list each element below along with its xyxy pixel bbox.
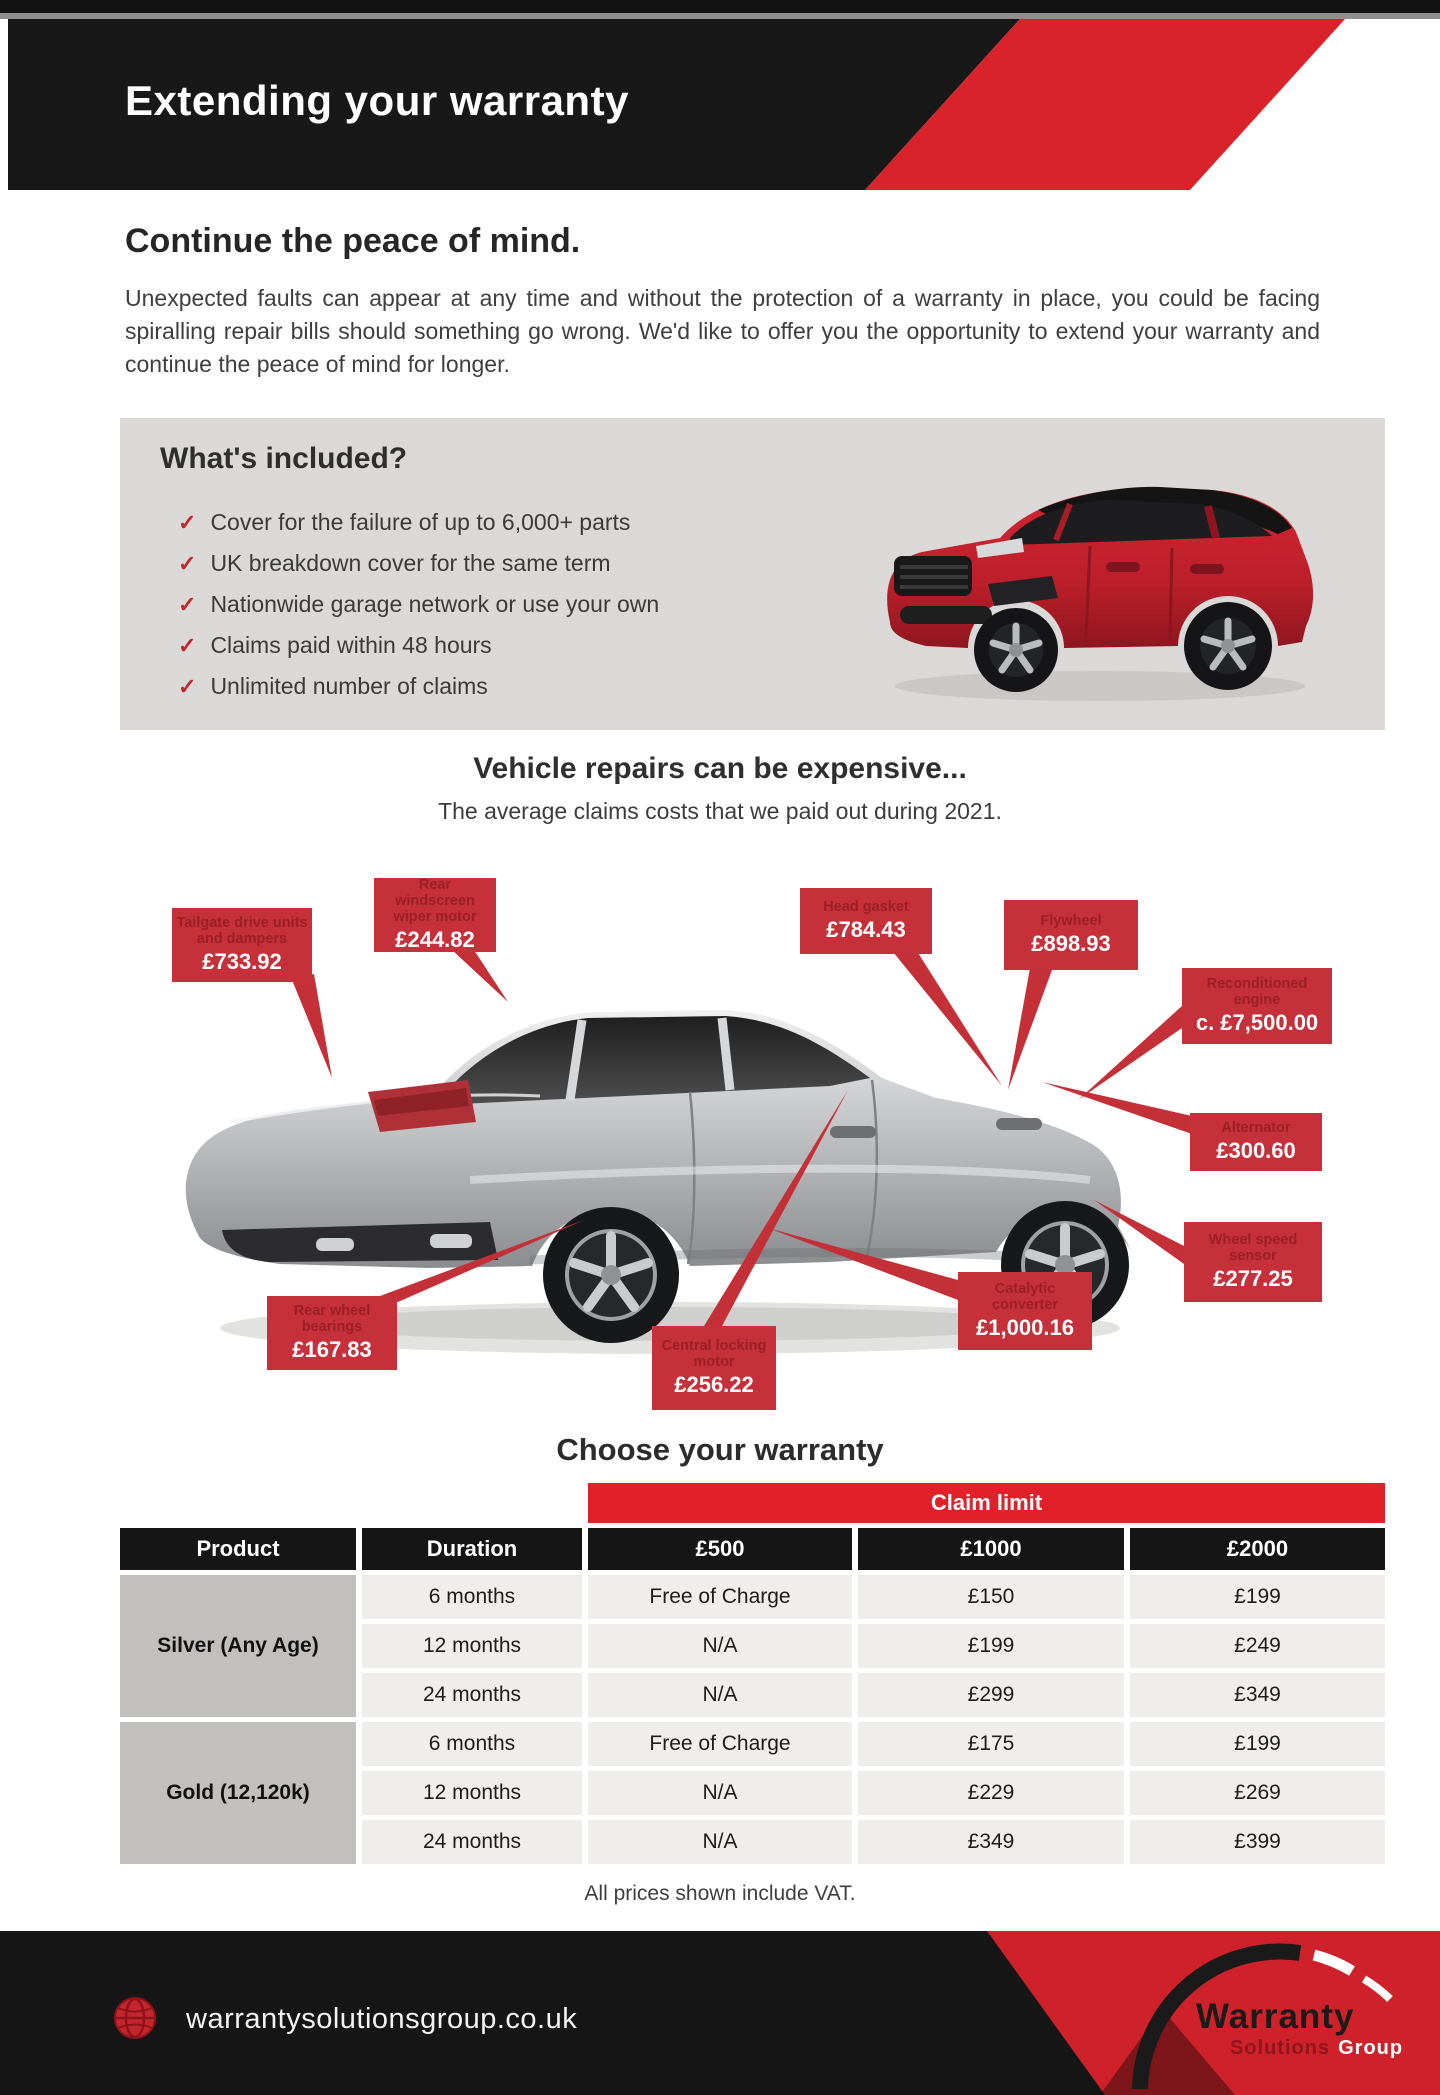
logo-solutions-word: Solutions xyxy=(1230,2037,1331,2059)
callout-rear-windscreen-wiper xyxy=(374,878,496,952)
col-header-duration: Duration xyxy=(362,1528,582,1570)
table-cell: £269 xyxy=(1130,1771,1385,1815)
callout-name: Reconditioned engine xyxy=(1206,976,1308,1008)
callout-head-gasket xyxy=(800,888,932,954)
list-item xyxy=(178,625,659,666)
callout-price: £784.43 xyxy=(826,917,906,942)
intro-heading: Continue the peace of mind. xyxy=(125,222,581,260)
table-cell: £199 xyxy=(858,1624,1124,1668)
check-icon: ✓ xyxy=(178,674,197,699)
callout-price: £300.60 xyxy=(1216,1138,1296,1163)
col-header-500: £500 xyxy=(588,1528,852,1570)
repair-costs-diagram xyxy=(0,860,1440,1420)
vat-footnote: All prices shown include VAT. xyxy=(584,1882,856,1905)
table-cell: £199 xyxy=(1130,1722,1385,1766)
list-item xyxy=(178,502,659,543)
check-icon: ✓ xyxy=(178,633,197,658)
callout-price: £733.92 xyxy=(202,949,282,974)
logo-warranty-text: Warranty xyxy=(1196,1997,1355,2036)
col-header-1000: £1000 xyxy=(858,1528,1124,1570)
table-cell: £229 xyxy=(858,1771,1124,1815)
callout-central-locking-motor xyxy=(652,1326,776,1410)
callout-price: £167.83 xyxy=(292,1337,372,1362)
table-heading: Choose your warranty xyxy=(556,1432,884,1467)
callout-name: Tailgate drive units and dampers xyxy=(176,915,308,947)
product-cell-gold: Gold (12,120k) xyxy=(120,1722,356,1864)
red-suv-image xyxy=(860,426,1340,716)
callout-reconditioned-engine xyxy=(1182,968,1332,1044)
globe-icon xyxy=(112,1995,158,2041)
header-band xyxy=(8,19,1440,190)
callout-price: c. £7,500.00 xyxy=(1195,1010,1319,1035)
claim-limit-label: Claim limit xyxy=(930,1490,1043,1515)
callout-wheel-speed-sensor xyxy=(1184,1222,1322,1302)
logo-solutions-group-text xyxy=(1230,2037,1403,2060)
col-header-product: Product xyxy=(120,1528,356,1570)
callout-tailgate-drive-units xyxy=(172,908,312,982)
table-cell: £349 xyxy=(1130,1673,1385,1717)
footer xyxy=(0,1931,1440,2095)
product-cell-silver: Silver (Any Age) xyxy=(120,1575,356,1717)
whats-included-panel xyxy=(120,418,1385,730)
check-icon: ✓ xyxy=(178,592,197,617)
claim-limit-band xyxy=(588,1483,1385,1523)
warranty-price-table xyxy=(120,1528,1385,1864)
repairs-subheading: The average claims costs that we paid out during 2021. xyxy=(438,798,1002,824)
callout-price: £256.22 xyxy=(674,1372,754,1397)
table-cell: £249 xyxy=(1130,1624,1385,1668)
repairs-heading: Vehicle repairs can be expensive... xyxy=(473,752,967,785)
list-item-label: Claims paid within 48 hours xyxy=(210,632,492,658)
callout-name: Rear windscreen wiper motor xyxy=(393,877,477,925)
check-icon: ✓ xyxy=(178,510,197,535)
table-cell: N/A xyxy=(588,1673,852,1717)
list-item-label: Unlimited number of claims xyxy=(210,673,488,699)
table-cell: Free of Charge xyxy=(588,1575,852,1619)
whats-included-title: What's included? xyxy=(160,442,408,475)
whats-included-list xyxy=(178,502,659,707)
table-cell: 12 months xyxy=(362,1771,582,1815)
list-item xyxy=(178,543,659,584)
table-cell: 12 months xyxy=(362,1624,582,1668)
callout-name: Head gasket xyxy=(823,899,909,915)
callout-name: Wheel speed sensor xyxy=(1208,1232,1298,1264)
table-cell: £150 xyxy=(858,1575,1124,1619)
callout-flywheel xyxy=(1004,900,1138,970)
table-cell: 24 months xyxy=(362,1820,582,1864)
table-cell: 6 months xyxy=(362,1575,582,1619)
table-cell: Free of Charge xyxy=(588,1722,852,1766)
list-item-label: Nationwide garage network or use your own xyxy=(210,591,660,617)
top-black-strip xyxy=(0,0,1440,13)
callout-name: Flywheel xyxy=(1040,913,1102,929)
table-cell: 24 months xyxy=(362,1673,582,1717)
table-cell: £349 xyxy=(858,1820,1124,1864)
callout-price: £277.25 xyxy=(1213,1266,1293,1291)
table-cell: N/A xyxy=(588,1624,852,1668)
callout-price: £898.93 xyxy=(1031,931,1111,956)
callout-rear-wheel-bearings xyxy=(267,1296,397,1370)
list-item xyxy=(178,584,659,625)
table-cell: £399 xyxy=(1130,1820,1385,1864)
callout-alternator xyxy=(1190,1113,1322,1171)
col-header-2000: £2000 xyxy=(1130,1528,1385,1570)
callout-name: Catalytic converter xyxy=(991,1281,1059,1313)
table-cell: £175 xyxy=(858,1722,1124,1766)
list-item-label: UK breakdown cover for the same term xyxy=(210,550,611,576)
intro-paragraph: Unexpected faults can appear at any time and without the protection of a warranty in place, you could be facing spiralling repair bills should something go wrong. We'd like to offer you the opportunity to extend your warranty and continue the peace of mind for longer. xyxy=(125,285,1320,377)
list-item-label: Cover for the failure of up to 6,000+ parts xyxy=(210,509,631,535)
table-cell: 6 months xyxy=(362,1722,582,1766)
callout-price: £244.82 xyxy=(395,927,475,952)
callout-name: Central locking motor xyxy=(661,1338,767,1370)
page-title: Extending your warranty xyxy=(125,77,629,124)
callout-price: £1,000.16 xyxy=(976,1315,1074,1340)
list-item xyxy=(178,666,659,707)
check-icon: ✓ xyxy=(178,551,197,576)
callout-name: Rear wheel bearings xyxy=(293,1303,371,1335)
callout-catalytic-converter xyxy=(958,1272,1092,1350)
callout-name: Alternator xyxy=(1221,1120,1291,1136)
table-cell: £199 xyxy=(1130,1575,1385,1619)
table-cell: N/A xyxy=(588,1820,852,1864)
website-url[interactable]: warrantysolutionsgroup.co.uk xyxy=(186,2003,578,2035)
table-cell: £299 xyxy=(858,1673,1124,1717)
logo-group-word: Group xyxy=(1338,2037,1404,2059)
table-cell: N/A xyxy=(588,1771,852,1815)
